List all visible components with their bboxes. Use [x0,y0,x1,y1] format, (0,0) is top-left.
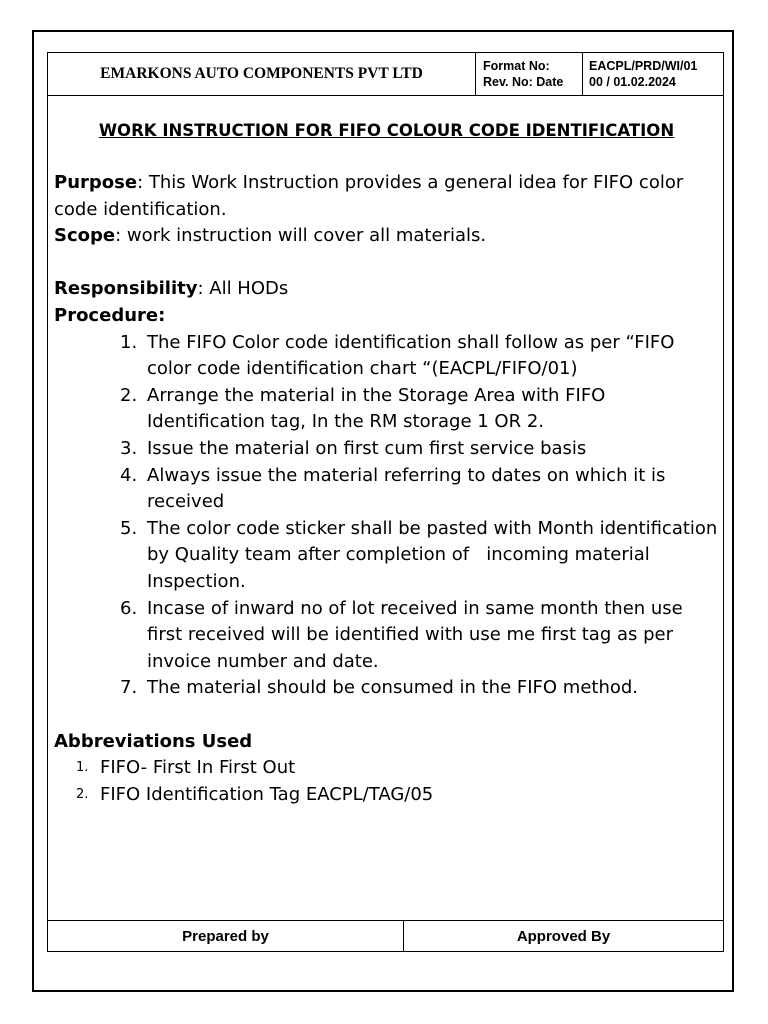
purpose-paragraph [54,170,719,223]
list-item-text: Always issue the material referring to dates on which it is received [147,464,666,513]
list-number: 5. [120,517,138,539]
list-number: 7. [120,677,138,699]
format-labels [476,53,583,96]
list-number: 1. [120,331,138,353]
list-item [54,675,719,702]
list-item-text: The material should be consumed in the FIFO method. [147,677,639,699]
company-name: EMARKONS AUTO COMPONENTS PVT LTD [48,53,476,96]
rev-no-value: 00 / 01.02.2024 [589,75,676,89]
procedure-colon: : [158,304,166,326]
list-number: 3. [120,437,138,459]
document-body [54,96,724,809]
list-item [54,436,719,463]
list-item-text: FIFO Identification Tag EACPL/TAG/05 [100,784,434,806]
document-frame [47,52,724,952]
scope-label: Scope [54,225,116,247]
list-item [54,330,719,383]
list-item-text: The FIFO Color code identification shall follow as per “FIFO color code identification chart “(EACPL/FIFO/01) [147,331,675,380]
format-no-label: Format No: [483,59,550,73]
list-item-text: FIFO- First In First Out [100,757,296,779]
list-item-text: Issue the material on first cum first service basis [147,437,587,459]
list-item [54,596,719,676]
scope-paragraph [54,223,719,250]
format-no-value: EACPL/PRD/WI/01 [589,59,698,73]
procedure-heading [54,303,719,330]
rev-no-label: Rev. No: Date [483,75,564,89]
list-item-text: The color code sticker shall be pasted with Month identification by Quality team after completion of incoming material Inspection. [147,517,724,592]
abbreviations-heading: Abbreviations Used [54,730,253,752]
list-number: 1. [76,760,89,776]
list-number: 6. [120,597,138,619]
responsibility-text: : All HODs [197,278,289,300]
list-item [54,516,724,596]
prepared-by-cell: Prepared by [48,920,404,951]
list-item [54,383,719,436]
format-values [583,53,723,96]
purpose-text: : This Work Instruction provides a general idea for FIFO color code identification. [54,172,684,220]
list-number: 2. [76,787,89,803]
responsibility-paragraph [54,276,719,303]
approved-by-cell: Approved By [404,920,723,951]
responsibility-label: Responsibility [54,278,198,300]
list-item-text: Incase of inward no of lot received in same month then use first received will be identified with use me first tag as per invoice number and date. [147,597,683,672]
procedure-list [54,330,724,702]
list-number: 2. [120,384,138,406]
list-item [54,755,719,782]
list-number: 4. [120,464,138,486]
abbreviations-list [54,755,719,808]
list-item [54,782,719,809]
procedure-label: Procedure [54,304,159,326]
scope-text: : work instruction will cover all materials. [115,225,487,247]
list-item [54,463,719,516]
list-item-text: Arrange the material in the Storage Area with FIFO Identification tag, In the RM storage 1 OR 2. [147,384,606,433]
document-title: WORK INSTRUCTION FOR FIFO COLOUR CODE IDENTIFICATION [98,121,675,140]
purpose-label: Purpose [54,172,138,193]
